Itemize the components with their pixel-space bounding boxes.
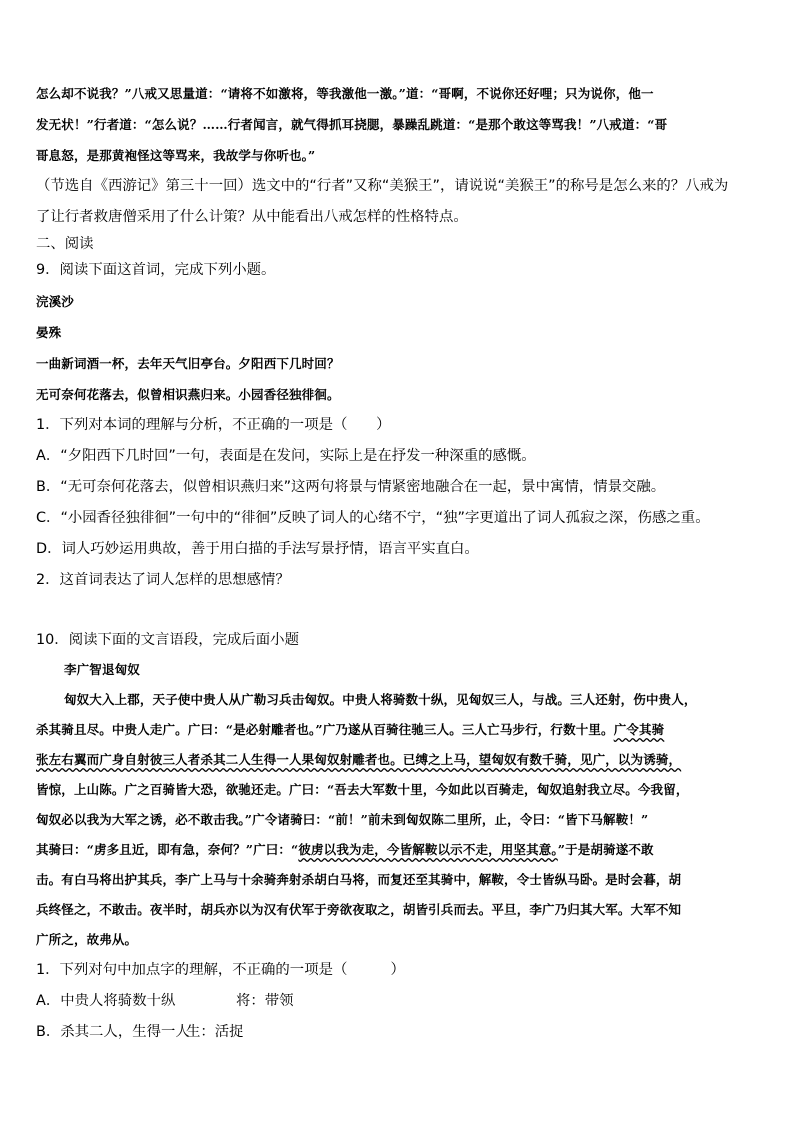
excerpt-line: 怎么却不说我？”八戒又思量道：“请将不如激将，等我激他一激。”道：“哥啊，不说你还好哩；只为说你，他一 [36,86,654,101]
sub-question-2: 2．这首词表达了词人怎样的思想感情？ [36,572,290,588]
poem-line: 无可奈何花落去，似曾相识燕归来。小园香径独徘徊。 [36,387,340,402]
option-c: C．“小园香径独徘徊”一句中的“徘徊”反映了词人的心绪不宁，“独”字更道出了词人孤寂之深，伤感之重。 [36,510,710,526]
underlined-text: 广令其骑 [613,722,665,737]
poem-line: 一曲新词酒一杯，去年天气旧亭台。夕阳西下几时回？ [36,356,340,371]
passage-line: 皆惊，上山陈。广之百骑皆大恐，欲驰还走。广曰：“吾去大军数十里，今如此以百骑走，匈奴追射我立尽。今我留， [36,782,689,797]
passage-line: 其骑曰：“虏多且近，即有急，奈何？”广曰：“彼虏以我为走，今皆解鞍以示不走，用坚其意。”于是胡骑遂不敢 [36,842,654,857]
passage-line: 张左右翼而广身自射彼三人者杀其二人生得一人果匈奴射雕者也。已缚之上马，望匈奴有数千骑，见广，以为诱骑， [36,752,682,767]
option-d: D．词人巧妙运用典故，善于用白描的手法写景抒情，语言平实直白。 [36,541,479,557]
underlined-text: 彼虏以我为走，今皆解鞍以示不走，用坚其意。 [298,842,558,857]
question-9 [36,255,758,596]
exam-page [36,78,758,1048]
passage-line: 击。有白马将出护其兵，李广上马与十余骑奔射杀胡白马将，而复还至其骑中，解鞍，令士皆纵马卧。是时会暮，胡 [36,872,682,887]
option-a: A．“夕阳西下几时回”一句，表面是在发问，实际上是在抒发一种深重的感慨。 [36,448,536,464]
passage-line: 匈奴大入上郡，天子使中贵人从广勒习兵击匈奴。中贵人将骑数十纵，见匈奴三人，与战。三人还射，伤中贵人， [64,692,697,707]
passage-line: 广所之，故弗从。 [36,932,138,947]
passage-line: 杀其骑且尽。中贵人走广。广曰：“是必射雕者也。”广乃遂从百骑往驰三人。三人亡马步行，行数十里。广令其骑 [36,722,665,737]
option-gloss: 生：活捉 [186,1024,244,1040]
option-a [36,986,758,1017]
section-heading: 二、阅读 [36,236,94,252]
question-prompt: 9．阅读下面这首词，完成下列小题。 [36,262,276,278]
passage-title: 李广智退匈奴 [64,662,140,677]
option-text: B．杀其二人，生得一人 [36,1024,190,1040]
sub-question-1: 1．下列对本词的理解与分析，不正确的一项是（ ） [36,417,391,433]
excerpt-line: 哥息怒，是那黄袍怪这等骂来，我故学与你听也。” [36,148,316,163]
answer-space [36,596,758,625]
sub-question-1: 1．下列对句中加点字的理解，不正确的一项是（ ） [36,962,405,978]
option-b: B．“无可奈何花落去，似曾相识燕归来”这两句将景与情紧密地融合在一起，景中寓情，情景交融。 [36,479,666,495]
question-10 [36,625,758,1048]
poem-author: 晏殊 [36,325,62,340]
xiyouji-excerpt [36,78,758,171]
poem-title: 浣溪沙 [36,294,74,309]
xiyouji-question [36,171,758,233]
passage-line: 匈奴必以我为大军之诱，必不敢击我。”广令诸骑曰：“前！”前未到匈奴陈二里所，止，令曰：“皆下马解鞍！” [36,812,649,827]
excerpt-line: 发无状！”行者道：“怎么说？……行者闻言，就气得抓耳挠腮，暴躁乱跳道：“是那个敢这等骂我！”八戒道：“哥 [36,117,668,132]
option-gloss: 将：带领 [236,993,294,1009]
question-line: 了让行者救唐僧采用了什么计策？从中能看出八戒怎样的性格特点。 [36,209,468,225]
passage-line: 兵终怪之，不敢击。夜半时，胡兵亦以为汉有伏军于旁欲夜取之，胡皆引兵而去。平旦，李广乃归其大军。大军不知 [36,902,682,917]
option-b [36,1017,758,1048]
option-text: A．中贵人将骑数十纵 [36,993,176,1009]
question-prompt: 10．阅读下面的文言语段，完成后面小题 [36,632,299,648]
question-line: （节选自《西游记》第三十一回）选文中的“行者”又称“美猴王”，请说说“美猴王”的称号是怎么来的？八戒为 [36,178,729,194]
